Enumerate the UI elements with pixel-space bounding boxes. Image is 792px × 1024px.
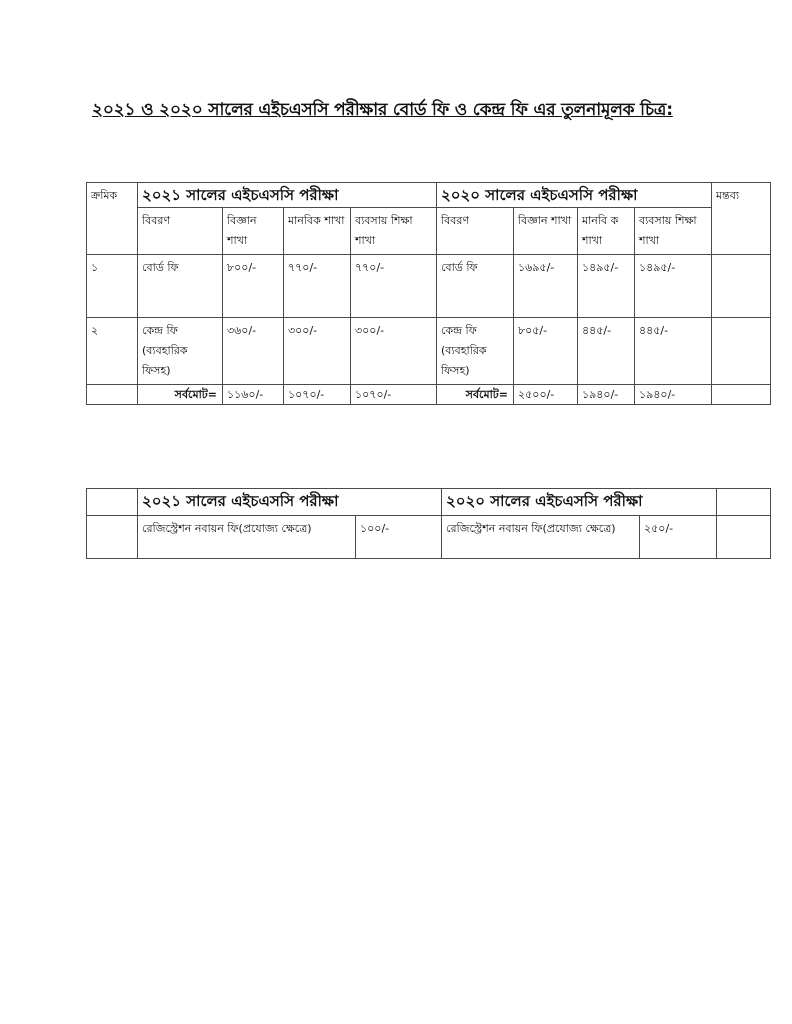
registration-desc-2021: রেজিস্ট্রেশন নবায়ন ফি(প্রযোজ্য ক্ষেত্রে) xyxy=(138,516,356,559)
serial-cell: ১ xyxy=(87,255,138,318)
total-business-2021: ১০৭০/- xyxy=(351,385,437,405)
col-science-2020: বিজ্ঞান শাখা xyxy=(514,208,578,255)
registration-empty-cell xyxy=(87,489,138,516)
business-cell-2020: ৪৪৫/- xyxy=(635,318,712,385)
registration-fee-2021: ১০০/- xyxy=(356,516,442,559)
total-serial-cell xyxy=(87,385,138,405)
group-header-2020: ২০২০ সালের এইচএসসি পরীক্ষা xyxy=(437,183,712,208)
col-humanities-2021: মানবিক শাখা xyxy=(284,208,351,255)
registration-empty-cell xyxy=(717,489,771,516)
science-cell-2021: ৩৬০/- xyxy=(223,318,284,385)
science-cell-2021: ৮০০/- xyxy=(223,255,284,318)
remarks-cell xyxy=(712,255,771,318)
total-science-2021: ১১৬০/- xyxy=(223,385,284,405)
humanities-cell-2021: ৩০০/- xyxy=(284,318,351,385)
col-science-2021: বিজ্ঞান শাখা xyxy=(223,208,284,255)
table-row xyxy=(87,255,771,318)
total-label-2020: সর্বমোট= xyxy=(437,385,514,405)
business-cell-2021: ৭৭০/- xyxy=(351,255,437,318)
desc-cell-2020: বোর্ড ফি xyxy=(437,255,514,318)
col-business-2021: ব্যবসায় শিক্ষা শাখা xyxy=(351,208,437,255)
registration-group-2021: ২০২১ সালের এইচএসসি পরীক্ষা xyxy=(138,489,442,516)
desc-cell-2020: কেন্দ্র ফি (ব্যবহারিক ফিসহ) xyxy=(437,318,514,385)
total-business-2020: ১৯৪০/- xyxy=(635,385,712,405)
total-humanities-2020: ১৯৪০/- xyxy=(578,385,635,405)
remarks-header: মন্তব্য xyxy=(712,183,771,255)
col-desc-2021: বিবরণ xyxy=(138,208,223,255)
registration-empty-cell xyxy=(87,516,138,559)
page-title: ২০২১ ও ২০২০ সালের এইচএসসি পরীক্ষার বোর্ড ফি ও কেন্দ্র ফি এর তুলনামূলক চিত্র: xyxy=(92,100,673,120)
humanities-cell-2020: ৪৪৫/- xyxy=(578,318,635,385)
registration-group-2020: ২০২০ সালের এইচএসসি পরীক্ষা xyxy=(442,489,717,516)
desc-cell-2021: কেন্দ্র ফি (ব্যবহারিক ফিসহ) xyxy=(138,318,223,385)
col-business-2020: ব্যবসায় শিক্ষা শাখা xyxy=(635,208,712,255)
business-cell-2021: ৩০০/- xyxy=(351,318,437,385)
business-cell-2020: ১৪৯৫/- xyxy=(635,255,712,318)
remarks-cell xyxy=(712,318,771,385)
serial-header: ক্রমিক xyxy=(87,183,138,255)
registration-fee-2020: ২৫০/- xyxy=(640,516,717,559)
total-label-2021: সর্বমোট= xyxy=(138,385,223,405)
science-cell-2020: ৮০৫/- xyxy=(514,318,578,385)
registration-fee-table xyxy=(86,488,771,559)
fee-comparison-table xyxy=(86,182,771,405)
serial-cell: ২ xyxy=(87,318,138,385)
total-humanities-2021: ১০৭০/- xyxy=(284,385,351,405)
table-header-row xyxy=(87,183,771,208)
total-science-2020: ২৫০০/- xyxy=(514,385,578,405)
col-humanities-2020: মানবি ক শাখা xyxy=(578,208,635,255)
desc-cell-2021: বোর্ড ফি xyxy=(138,255,223,318)
registration-header-row xyxy=(87,489,771,516)
registration-desc-2020: রেজিস্ট্রেশন নবায়ন ফি(প্রযোজ্য ক্ষেত্রে) xyxy=(442,516,640,559)
total-row xyxy=(87,385,771,405)
science-cell-2020: ১৬৯৫/- xyxy=(514,255,578,318)
table-subheader-row xyxy=(87,208,771,255)
col-desc-2020: বিবরণ xyxy=(437,208,514,255)
group-header-2021: ২০২১ সালের এইচএসসি পরীক্ষা xyxy=(138,183,437,208)
registration-empty-cell xyxy=(717,516,771,559)
total-remarks-cell xyxy=(712,385,771,405)
table-row xyxy=(87,318,771,385)
humanities-cell-2021: ৭৭০/- xyxy=(284,255,351,318)
registration-row xyxy=(87,516,771,559)
humanities-cell-2020: ১৪৯৫/- xyxy=(578,255,635,318)
